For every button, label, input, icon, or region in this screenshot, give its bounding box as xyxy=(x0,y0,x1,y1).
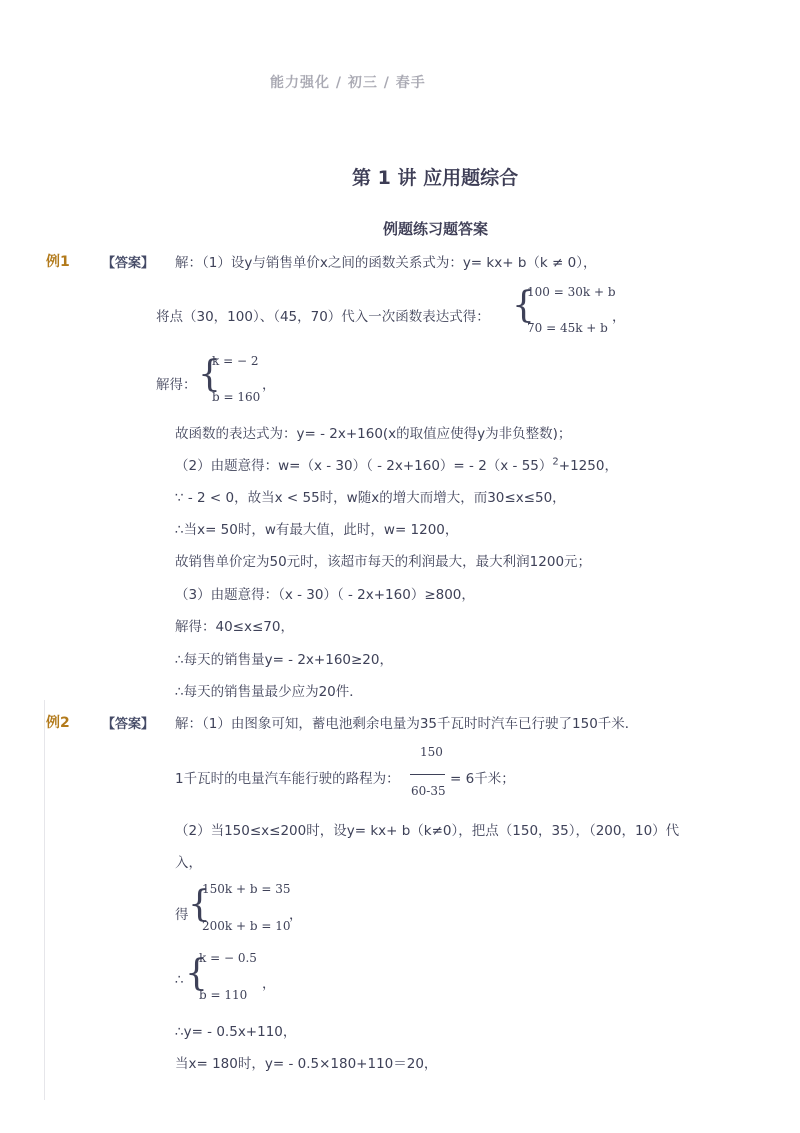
ex1-line-2-text: 将点（30，100）、（45，70）代入一次函数表达式得： xyxy=(156,309,490,325)
example-1-tag: 例1 xyxy=(46,254,70,270)
section-subtitle: 例题练习题答案 xyxy=(383,220,489,238)
ex1-system-2-eq2: b = 160 xyxy=(212,390,261,404)
ex2-line-6-text: ∴ xyxy=(175,972,184,988)
ex1-line-11: ∴每天的销售量y= - 2x+160≥20， xyxy=(175,652,393,668)
example-1-answer-label: 【答案】 xyxy=(102,256,155,271)
ex1-line-4: 故函数的表达式为：y= - 2x+160(x的取值应使得y为非负整数)； xyxy=(175,426,572,442)
ex2-system-2-eq2: b = 110 xyxy=(199,988,248,1002)
ex2-fraction-bar xyxy=(410,774,445,775)
ex1-line-2-suffix: ， xyxy=(612,309,626,325)
ex2-line-7: ∴y= - 0.5x+110， xyxy=(175,1024,297,1040)
example-2-tag: 例2 xyxy=(46,715,70,731)
ex2-brace-2: { xyxy=(185,953,208,994)
ex2-line-1: 解：（1）由图象可知，蓄电池剩余电量为35千瓦时时汽车已行驶了150千米． xyxy=(175,716,639,732)
page-title: 第 1 讲 应用题综合 xyxy=(352,167,519,189)
ex2-line-3: （2）当150≤x≤200时，设y= kx+ b（k≠0），把点（150，35），（200，10）代 xyxy=(175,823,680,839)
ex1-line-1: 解：（1）设y与销售单价x之间的函数关系式为：y= kx+ b（k ≠ 0）， xyxy=(175,255,597,271)
ex1-line-10: 解得：40≤x≤70， xyxy=(175,619,294,635)
ex1-line-12: ∴每天的销售量最少应为20件． xyxy=(175,684,363,700)
ex1-system-2-eq1: k = − 2 xyxy=(212,354,259,368)
ex2-fraction-numerator: 150 xyxy=(420,745,443,759)
ex1-line-8: 故销售单价定为50元时，该超市每天的利润最大，最大利润1200元； xyxy=(175,554,592,570)
ex1-line-7: ∴当x= 50时，w有最大值，此时，w= 1200， xyxy=(175,522,459,538)
ex1-line-5 xyxy=(175,454,618,474)
ex2-fraction-denominator: 60-35 xyxy=(411,784,446,798)
breadcrumb: 能力强化 / 初三 / 春手 xyxy=(270,75,426,91)
ex1-line-5-main: （2）由题意得：w=（x - 30）（ - 2x+160）= - 2（x - 55） xyxy=(175,458,553,474)
ex2-line-2-text: 1千瓦时的电量汽车能行驶的路程为： xyxy=(175,771,400,787)
left-margin-rule xyxy=(44,700,45,1100)
ex1-brace-1: { xyxy=(512,285,535,326)
ex1-line-6: ∵ - 2 < 0，故当x < 55时，w随x的增大而增大，而30≤x≤50， xyxy=(175,490,566,506)
ex2-system-1-eq2: 200k + b = 10 xyxy=(202,919,291,933)
ex1-line-3-suffix: ， xyxy=(262,377,276,393)
ex1-system-1-eq2: 70 = 45k + b xyxy=(527,321,608,335)
ex2-system-1-eq1: 150k + b = 35 xyxy=(202,882,291,896)
ex1-line-5-end: +1250， xyxy=(558,458,618,474)
ex2-line-4: 入， xyxy=(175,855,202,871)
ex2-system-2-eq1: k = − 0.5 xyxy=(199,951,257,965)
ex2-line-5-suffix: ， xyxy=(289,907,303,923)
ex1-line-5-exponent: 2 xyxy=(552,456,559,468)
ex2-line-2-suffix: = 6千米； xyxy=(450,771,515,787)
ex1-brace-2: { xyxy=(198,354,221,395)
ex2-line-8: 当x= 180时，y= - 0.5×180+110＝20， xyxy=(175,1056,438,1072)
ex2-brace-1: { xyxy=(188,884,211,925)
ex1-line-3-text: 解得： xyxy=(156,377,197,393)
example-2-answer-label: 【答案】 xyxy=(102,717,155,732)
ex2-line-5-text: 得 xyxy=(175,907,189,923)
ex1-system-1-eq1: 100 = 30k + b xyxy=(527,285,616,299)
ex1-line-9: （3）由题意得：（x - 30）（ - 2x+160）≥800， xyxy=(175,587,475,603)
ex2-line-6-suffix: ， xyxy=(262,976,276,992)
